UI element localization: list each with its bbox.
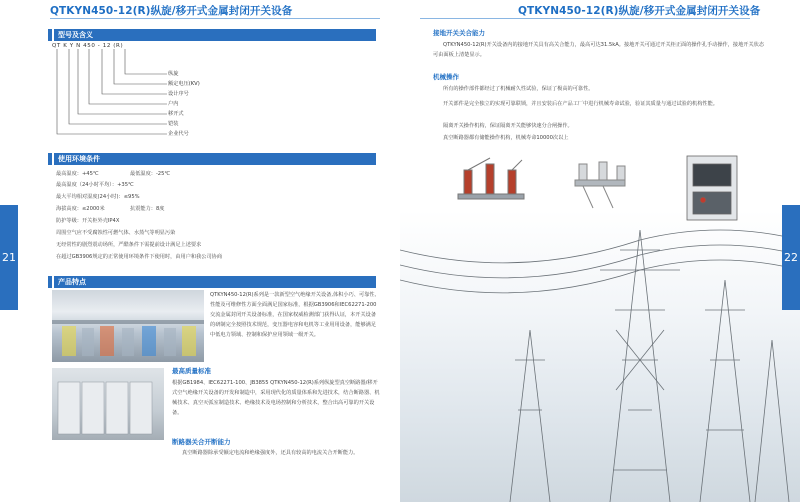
page-number-left: 21	[0, 205, 18, 310]
env-item: 防护等级：开关柜外壳IP4X	[56, 218, 120, 224]
code-label-7: 企业代号	[168, 131, 189, 137]
env-item: 海拔高度：≤2000米	[56, 206, 105, 212]
isolating-switch-illustration	[565, 150, 640, 220]
factory-photo-illustration	[52, 290, 204, 362]
env-item: 周围空气应不受腐蚀性可燃气体、水蒸气等明显污染	[56, 230, 176, 236]
earthing-switch-illustration	[450, 150, 530, 220]
env-section-heading: 使用环境条件	[54, 153, 376, 165]
env-item: 最低温度：-25℃	[130, 171, 171, 177]
switchgear-row-illustration	[52, 368, 164, 440]
header-rule-right	[420, 18, 750, 19]
earthing-switch-para: QTKYN450-12(R)开关设备内的接地开关具有高关合能力，最高可达31.5kA。接地开关可通过开关柜正面的操作孔手动操作，接地开关状态可由面板上清楚显示。	[433, 42, 765, 58]
mechanical-para-2: 开关部件是完全独立的实现可靠联锁，并且安装后在产品工厂中进行机械寿命试验，验证其质量与通过试验的机构性能。	[443, 101, 718, 107]
transmission-towers-illustration	[400, 210, 800, 502]
code-label-6: 铠装	[168, 121, 179, 127]
earthing-switch-subtitle: 接地开关关合能力	[433, 29, 485, 37]
page-number-right: 22	[782, 205, 800, 310]
env-item: 最高温度：+45℃	[56, 171, 99, 177]
features-para-1: QTKYN450-12(R)系列是一款新型空气绝缘开关设备,体积小巧、可靠性、性能及可维修性方面全面满足国家标准，根据GB3906和IEC62271-200交流金属封闭开关设备标准，在国家权威检测部门获得认证，本开关设备的研制完全按照技术规范，变压器电容和电机等工业用用设备，能够满足中低电力领域、控制和保护应用领域一级开关。	[210, 292, 380, 338]
code-label-2: 额定电压(KV)	[168, 81, 200, 87]
mechanical-para-1: 所有的操作部件都经过了机械耐久性试验，保证了极高的可靠性。	[443, 86, 594, 92]
power-line-background	[400, 210, 800, 502]
code-label-1: 纵旋	[168, 71, 179, 77]
env-item: 无经常性的剧烈震动场所，严酷条件下需提前设计满足上述要求	[56, 242, 202, 248]
factory-photo	[52, 290, 204, 362]
features-section-heading: 产品特点	[54, 276, 376, 288]
breaking-capacity-para: 真空断路器除承受额定电流和绝缘强度外，还具有较高的电流关合开断能力。	[182, 450, 359, 456]
model-code-leader-lines	[52, 49, 177, 149]
breaking-capacity-subtitle: 断路器关合开断能力	[172, 438, 231, 446]
isolating-switch-photo	[565, 150, 640, 220]
mechanical-para-3: 隔离开关操作机构，保证隔离开关能够快速分合闸操作。	[443, 123, 573, 129]
code-label-5: 移开式	[168, 111, 184, 117]
quality-para: 根据GB1984、IEC62271-100、JB3855 QTKYN450-12(R)系列纵旋型真空断路器/移开式空气绝缘开关设备的开发和制造中，采用现代化的质量体系和先进技术，结合断路器、机械技术、真空灭弧室制造技术、绝缘技术及电场控制和分析技术，整合出高可靠的开关设备。	[172, 380, 380, 416]
quality-subtitle: 最高质量标准	[172, 367, 211, 375]
circuit-breaker-photo	[677, 146, 749, 228]
switchgear-row-photo	[52, 368, 164, 440]
env-item: 最大平均相对湿度(24小时)：≤95%	[56, 194, 140, 200]
page-header-title-right: QTKYN450-12(R)纵旋/移开式金属封闭开关设备	[518, 5, 761, 17]
code-label-3: 设计序号	[168, 91, 189, 97]
code-label-4: 户内	[168, 101, 179, 107]
model-section-heading: 型号及含义	[54, 29, 376, 41]
mechanical-para-4: 真空断路器都有储能操作机构，机械寿命10000次以上	[443, 135, 569, 141]
env-item: 最高温度（24小时平均）：+35℃	[56, 182, 134, 188]
model-code: QT K Y N 450 - 12 (R)	[52, 43, 124, 49]
page-header-title-left: QTKYN450-12(R)纵旋/移开式金属封闭开关设备	[50, 5, 293, 17]
header-rule-left	[50, 18, 380, 19]
right-page	[400, 0, 800, 502]
env-item: 抗震能力：8度	[130, 206, 165, 212]
env-item: 在超过GB3906规定的正常使用环境条件下使用时，由用户和我公司协商	[56, 254, 223, 260]
earthing-switch-photo	[450, 150, 530, 220]
mechanical-operation-subtitle: 机械操作	[433, 73, 459, 81]
circuit-breaker-illustration	[677, 146, 749, 228]
